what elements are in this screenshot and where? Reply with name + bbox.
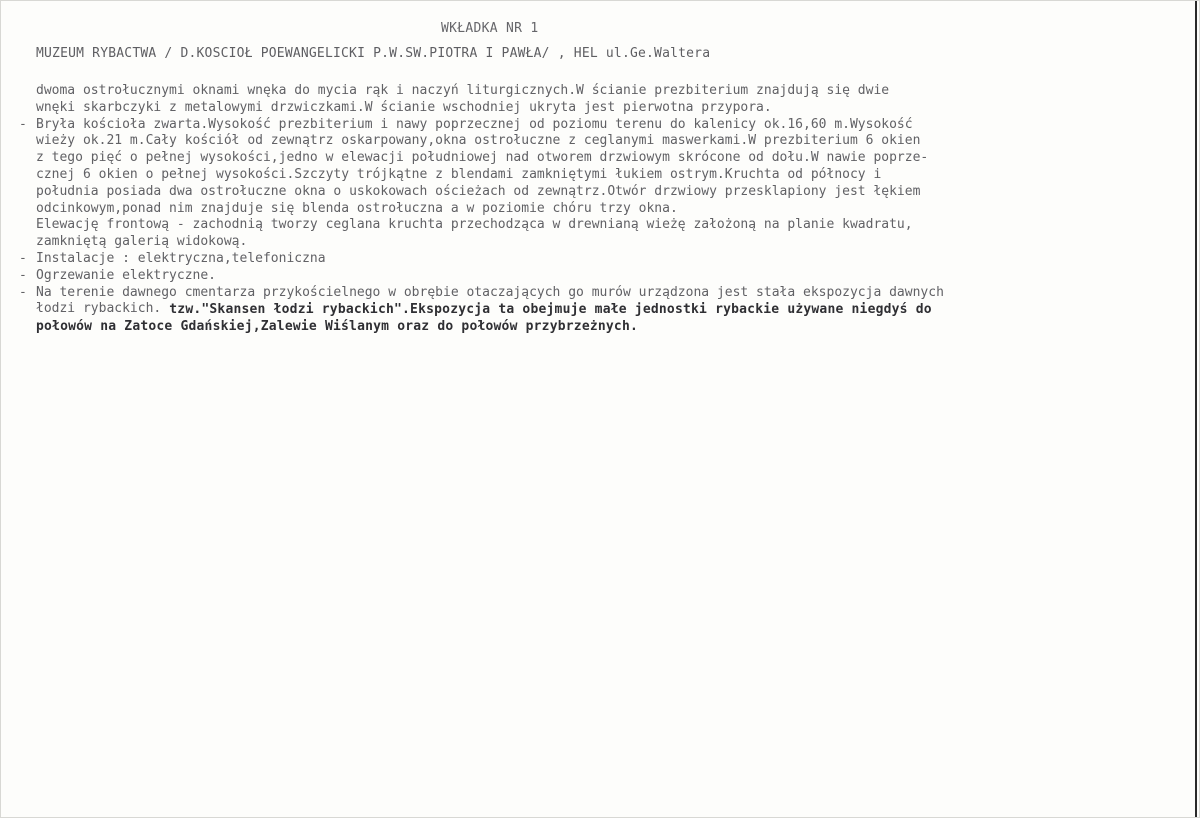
line-text: cznej 6 okien o pełnej wysokości.Szczyty trójkątne z blendami zamkniętymi łukiem ostrym.Kruchta od północy i [36,166,882,182]
text-line [19,217,1169,234]
line-text-bold: połowów na Zatoce Gdańskiej,Zalewie Wiślanym oraz do połowów przybrzeżnych. [36,319,638,335]
text-line [19,117,1169,134]
text-line-bold [19,318,1169,335]
text-line [19,133,1169,150]
line-text: południa posiada dwa ostrołuczne okna o uskokowach ościeżach od zewnątrz.Otwór drzwiowy przesklapiony jest łękiem [36,183,921,199]
text-line [19,83,1169,100]
line-text: Ogrzewanie elektryczne. [36,267,217,283]
line-text: Instalacje : elektryczna,telefoniczna [36,250,326,266]
line-text: z tego pięć o pełnej wysokości,jedno w elewacji południowej nad otworem drzwiowym skrócone od dołu.W nawie poprze- [36,150,929,166]
museum-heading: MUZEUM RYBACTWA / D.KOSCIOŁ POEWANGELICKI P.W.SW.PIOTRA I PAWŁA/ , HEL ul.Ge.Waltera [36,46,711,61]
text-line [19,150,1169,167]
insert-title: WKŁADKA NR 1 [441,21,539,36]
text-line [19,167,1169,184]
line-text: Elewację frontową - zachodnią tworzy ceglana kruchta przechodząca w drewnianą wieżę założoną na planie kwadratu, [36,217,913,233]
line-bullet: - [19,267,27,283]
line-bullet: - [19,284,27,300]
text-line [19,234,1169,251]
line-text: łodzi rybackich. [36,301,162,317]
line-text: Na terenie dawnego cmentarza przykościelnego w obrębie otaczających go murów urządzona jest stała ekspozycja dawnych [36,284,944,300]
line-text: odcinkowym,ponad nim znajduje się blenda ostrołuczna a w poziomie chóru trzy okna. [36,200,678,216]
text-line [19,100,1169,117]
text-line [19,251,1169,268]
text-line [19,285,1169,302]
line-text: dwoma ostrołucznymi oknami wnęka do mycia rąk i naczyń liturgicznych.W ścianie prezbiterium znajdują się dwie [36,83,890,98]
line-text: wieży ok.21 m.Cały kościół od zewnątrz oskarpowany,okna ostrołuczne z ceglanymi maswerkami.W prezbiterium 6 okien [36,133,921,149]
line-text: zamkniętą galerią widokową. [36,234,248,250]
document-body [19,83,1169,335]
line-bullet: - [19,116,27,132]
line-bullet: - [19,250,27,266]
scan-edge [1195,1,1197,818]
text-line-mixed [19,301,1169,318]
text-line [19,201,1169,218]
line-text: wnęki skarbczyki z metalowymi drzwiczkami.W ścianie wschodniej ukryta jest pierwotna przypora. [36,99,772,115]
text-line [19,268,1169,285]
text-line [19,184,1169,201]
line-text: Bryła kościoła zwarta.Wysokość prezbiterium i nawy poprzecznej od poziomu terenu do kalenicy ok.16,60 m.Wysokość [36,116,913,132]
line-text-bold: tzw."Skansen łodzi rybackich".Ekspozycja ta obejmuje małe jednostki rybackie używane niegdyś do [161,302,932,318]
